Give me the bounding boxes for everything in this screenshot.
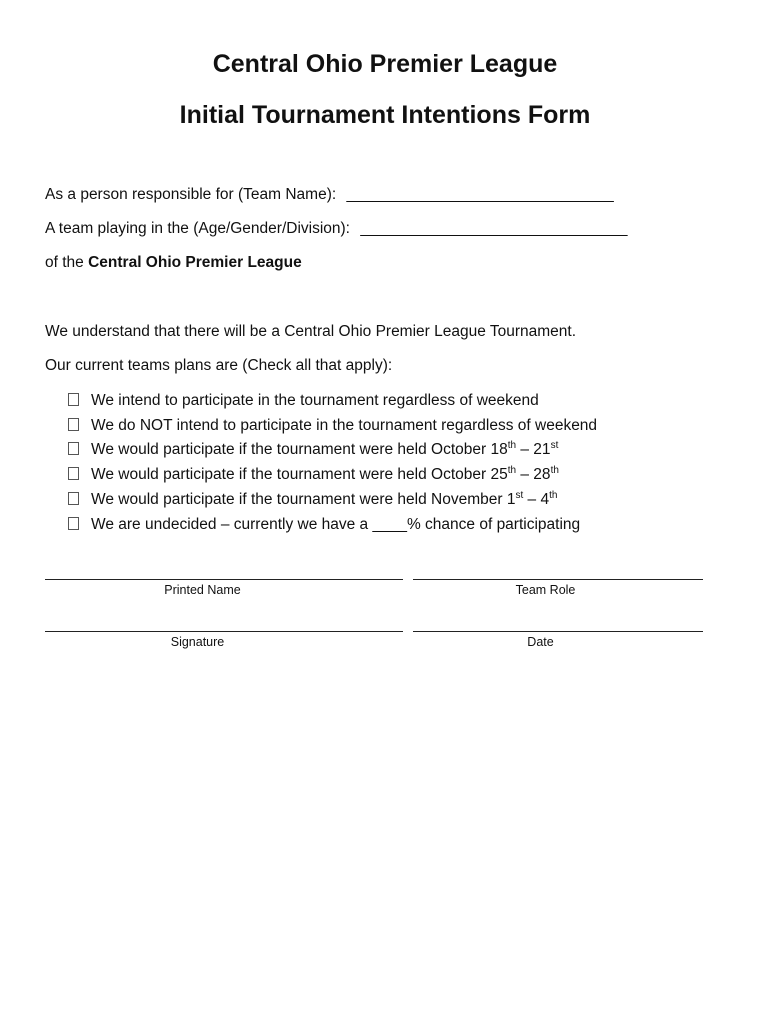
- option-october-18-21: [68, 441, 558, 459]
- printed-name-caption: Printed Name: [164, 583, 241, 597]
- option-text-post: % chance of participating: [406, 516, 581, 533]
- option-undecided: [68, 516, 580, 534]
- percent-blank[interactable]: ____: [372, 516, 407, 533]
- checkbox[interactable]: [68, 393, 79, 406]
- ordinal-suffix: th: [507, 465, 517, 476]
- team-name-label: As a person responsible for (Team Name):: [45, 186, 337, 203]
- option-text-range: – 28: [516, 466, 551, 483]
- option-participate-any: [68, 392, 539, 410]
- team-role-caption: Team Role: [515, 583, 576, 597]
- league-line: [45, 254, 302, 272]
- ordinal-suffix: st: [550, 440, 559, 451]
- league-prefix: of the: [45, 254, 84, 271]
- ordinal-suffix: th: [549, 490, 558, 501]
- date-caption: Date: [527, 635, 554, 649]
- team-name-line: [45, 186, 614, 204]
- option-text-range: – 4: [523, 491, 550, 508]
- option-text-range: – 21: [516, 441, 551, 458]
- signature-line[interactable]: [45, 631, 403, 632]
- option-text: We would participate if the tournament were held October 25: [91, 466, 508, 483]
- plans-prompt: Our current teams plans are (Check all that apply):: [45, 357, 393, 374]
- checkbox[interactable]: [68, 418, 79, 431]
- ordinal-suffix: th: [550, 465, 559, 476]
- option-november-1-4: [68, 491, 557, 509]
- page-title: Central Ohio Premier League: [212, 50, 558, 78]
- team-role-line[interactable]: [413, 579, 703, 580]
- option-text: We would participate if the tournament were held October 18: [91, 441, 508, 458]
- team-name-blank[interactable]: _______________________________: [346, 186, 614, 203]
- option-not-participate: [68, 417, 597, 435]
- signature-caption: Signature: [170, 635, 225, 649]
- checkbox[interactable]: [68, 492, 79, 505]
- date-line[interactable]: [413, 631, 703, 632]
- ordinal-suffix: th: [507, 440, 517, 451]
- printed-name-line[interactable]: [45, 579, 403, 580]
- option-text: We intend to participate in the tournament regardless of weekend: [91, 392, 539, 409]
- form-subtitle: Initial Tournament Intentions Form: [179, 101, 591, 129]
- division-line: [45, 220, 628, 238]
- checkbox[interactable]: [68, 517, 79, 530]
- division-label: A team playing in the (Age/Gender/Division):: [45, 220, 350, 237]
- option-october-25-28: [68, 466, 559, 484]
- division-blank[interactable]: _______________________________: [360, 220, 628, 237]
- option-text: We would participate if the tournament were held November 1: [91, 491, 516, 508]
- tournament-statement: We understand that there will be a Central Ohio Premier League Tournament.: [45, 323, 577, 340]
- checkbox[interactable]: [68, 467, 79, 480]
- option-text: We are undecided – currently we have a: [91, 516, 373, 533]
- ordinal-suffix: st: [515, 490, 524, 501]
- league-name: Central Ohio Premier League: [88, 254, 302, 271]
- option-text: We do NOT intend to participate in the tournament regardless of weekend: [91, 417, 598, 434]
- checkbox[interactable]: [68, 442, 79, 455]
